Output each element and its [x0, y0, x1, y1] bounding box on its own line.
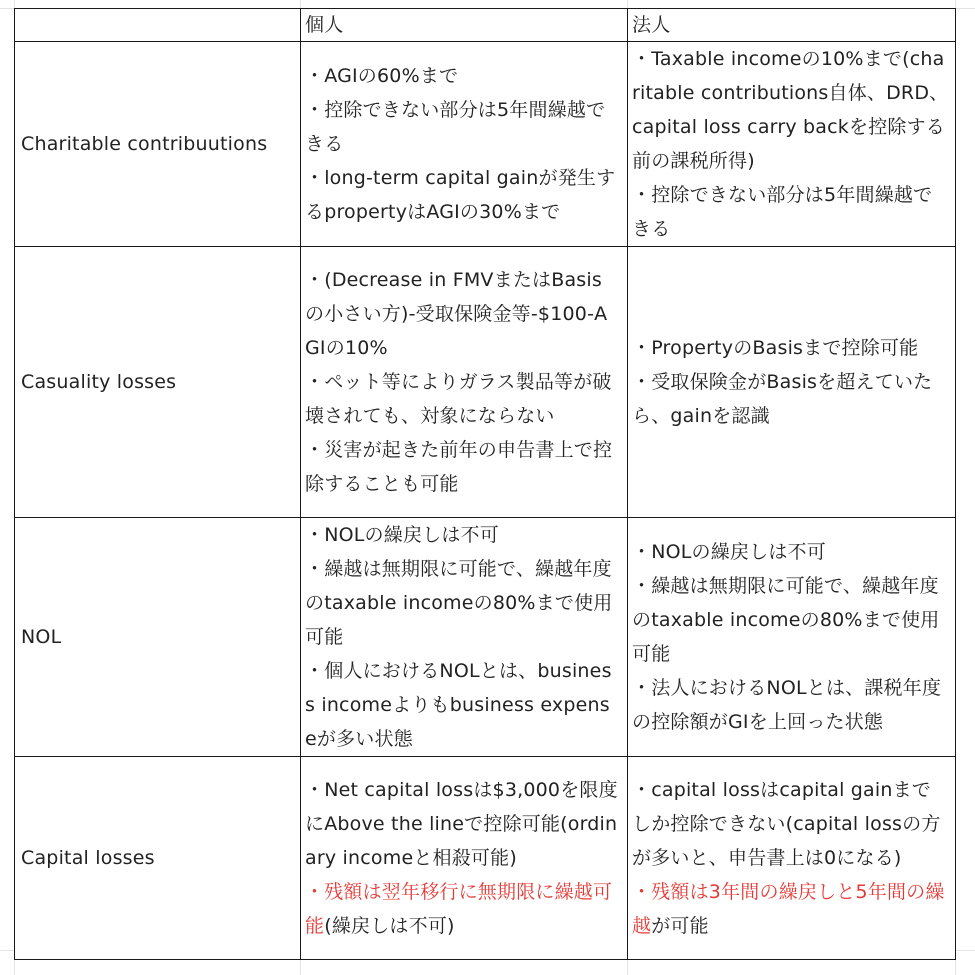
bullet-text: ・控除できない部分は5年間繰越できる — [632, 184, 933, 240]
header-blank-cell[interactable] — [15, 9, 301, 42]
bullet-text: ・個人におけるNOLとは、business incomeよりもbusiness expenseが多い状態 — [305, 660, 612, 750]
tax-comparison-table — [14, 8, 956, 960]
plain-text: (繰戻しは不可) — [324, 915, 455, 937]
bullet-text: ・capital lossはcapital gainまでしか控除できない(capital lossの方が多いと、申告書上は0になる) — [632, 779, 941, 869]
row-label-charitable[interactable]: Charitable contribuutions — [15, 42, 301, 247]
bullet-text: ・(Decrease in FMVまたはBasisの小さい方)-受取保険金等-$100-AGIの10% — [305, 269, 608, 359]
corporate-cell[interactable] — [628, 757, 956, 960]
bullet-text: ・AGIの60%まで — [305, 65, 459, 87]
row-label-casuality[interactable]: Casuality losses — [15, 247, 301, 518]
bullet-text: ・PropertyのBasisまで控除可能 — [632, 337, 919, 359]
header-corporate[interactable]: 法人 — [628, 9, 956, 42]
corporate-cell[interactable] — [628, 42, 956, 247]
individual-cell[interactable] — [301, 247, 628, 518]
bullet-text: ・繰越は無期限に可能で、繰越年度のtaxable incomeの80%まで使用可能 — [305, 558, 613, 648]
table-row — [15, 757, 956, 960]
bullet-text: ・繰越は無期限に可能で、繰越年度のtaxable incomeの80%まで使用可能 — [632, 575, 940, 665]
corporate-cell[interactable] — [628, 247, 956, 518]
bullet-text: ・Net capital lossは$3,000を限度にAbove the lineで控除可能(ordinary incomeと相殺可能) — [305, 779, 618, 869]
bullet-text: ・ペット等によりガラス製品等が破壊されても、対象にならない — [305, 371, 612, 427]
corporate-cell[interactable] — [628, 518, 956, 757]
bullet-text: ・法人におけるNOLとは、課税年度の控除額がGIを上回った状態 — [632, 677, 942, 733]
bullet-text: ・long-term capital gainが発生するpropertyはAGIの30%まで — [305, 167, 616, 223]
bullet-text: ・Taxable incomeの10%まで(charitable contributions自体、DRD、capital loss carry backを控除する前の課税所得) — [632, 48, 949, 172]
bullet-text: ・受取保険金がBasisを超えていたら、gainを認識 — [632, 371, 933, 427]
bullet-text: ・災害が起きた前年の申告書上で控除することも可能 — [305, 439, 613, 495]
row-label-nol[interactable]: NOL — [15, 518, 301, 757]
highlighted-text: ・残額は翌年移行に無期限に繰越可能 — [305, 881, 613, 937]
bullet-text: ・NOLの繰戻しは不可 — [305, 524, 499, 546]
header-row — [15, 9, 956, 42]
individual-cell[interactable] — [301, 518, 628, 757]
table-row — [15, 518, 956, 757]
row-label-capital-losses[interactable]: Capital losses — [15, 757, 301, 960]
highlighted-text: ・残額は3年間の繰戻しと5年間の繰越 — [632, 881, 945, 937]
header-individual[interactable]: 個人 — [301, 9, 628, 42]
bullet-text-mixed — [632, 875, 949, 943]
bullet-text-mixed — [305, 875, 621, 943]
table-row — [15, 42, 956, 247]
table-row — [15, 247, 956, 518]
individual-cell[interactable] — [301, 42, 628, 247]
bullet-text: ・NOLの繰戻しは不可 — [632, 541, 826, 563]
plain-text: が可能 — [651, 915, 709, 937]
individual-cell[interactable] — [301, 757, 628, 960]
bullet-text: ・控除できない部分は5年間繰越できる — [305, 99, 606, 155]
